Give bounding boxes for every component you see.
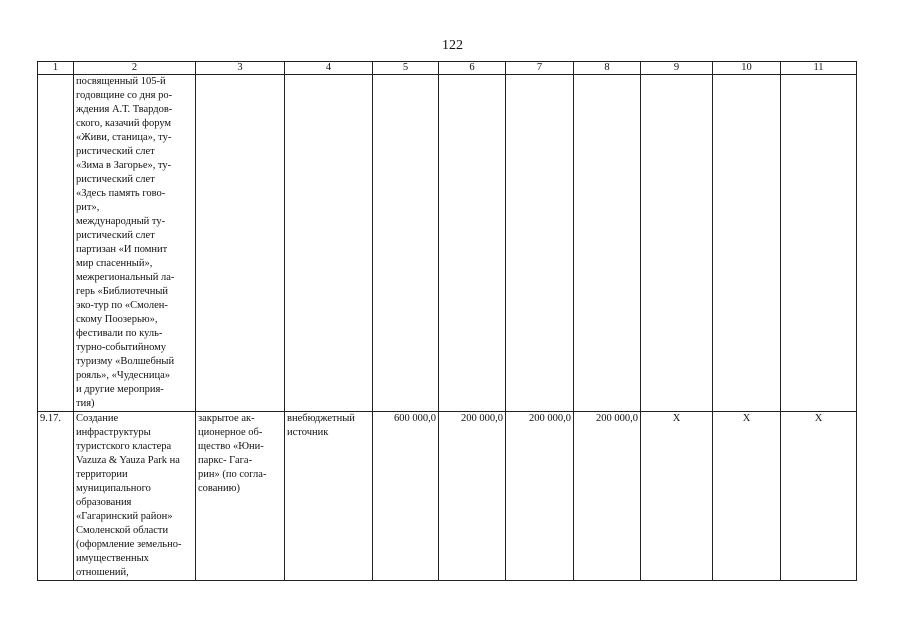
cell-amount-year-1: 200 000,0 (439, 412, 506, 581)
cell-empty (196, 75, 285, 412)
header-row (38, 62, 857, 75)
header-col-7: 7 (506, 62, 574, 75)
cell-empty (439, 75, 506, 412)
cell-event-description: посвященный 105-й годовщине со дня ро- ждения А.Т. Твардов- ского, казачий форум «Живи, станица», ту- ристический слет «Зима в Загорье», ту- ристический слет «Здесь память гово- рит», международный ту- ристический слет партизан «И помнит мир спасенный», межрегиональный ла- герь «Библиотечный эко-тур по «Смолен- скому Поозерью», фестивали по куль- турно-событийному туризму «Волшебный рояль», «Чудесница» и другие мероприя- тия) (74, 75, 196, 412)
table-row (38, 75, 857, 412)
cell-amount-year-3: 200 000,0 (574, 412, 641, 581)
cell-mark-11: X (781, 412, 857, 581)
cell-funding-source: внебюджетный источник (285, 412, 373, 581)
header-col-5: 5 (373, 62, 439, 75)
cell-event-description: Создание инфраструктуры туристского кластера Vazuza & Yauza Park на территории муниципального образования «Гагаринский район» Смоленской области (оформление земельно- имущественных отношений, (74, 412, 196, 581)
cell-executor: закрытое ак- ционерное об- щество «Юни- паркс- Гага- рин» (по согла- сованию) (196, 412, 285, 581)
cell-number: 9.17. (38, 412, 74, 581)
budget-table (37, 61, 857, 581)
page-number: 122 (442, 38, 463, 53)
cell-empty (285, 75, 373, 412)
cell-empty (506, 75, 574, 412)
cell-number (38, 75, 74, 412)
cell-empty (713, 75, 781, 412)
header-col-4: 4 (285, 62, 373, 75)
cell-empty (574, 75, 641, 412)
header-col-1: 1 (38, 62, 74, 75)
header-col-11: 11 (781, 62, 857, 75)
cell-empty (641, 75, 713, 412)
cell-amount-total: 600 000,0 (373, 412, 439, 581)
cell-empty (373, 75, 439, 412)
cell-empty (781, 75, 857, 412)
header-col-10: 10 (713, 62, 781, 75)
cell-amount-year-2: 200 000,0 (506, 412, 574, 581)
cell-mark-9: X (641, 412, 713, 581)
header-col-3: 3 (196, 62, 285, 75)
header-col-2: 2 (74, 62, 196, 75)
header-col-6: 6 (439, 62, 506, 75)
header-col-8: 8 (574, 62, 641, 75)
table-row (38, 412, 857, 581)
cell-mark-10: X (713, 412, 781, 581)
header-col-9: 9 (641, 62, 713, 75)
